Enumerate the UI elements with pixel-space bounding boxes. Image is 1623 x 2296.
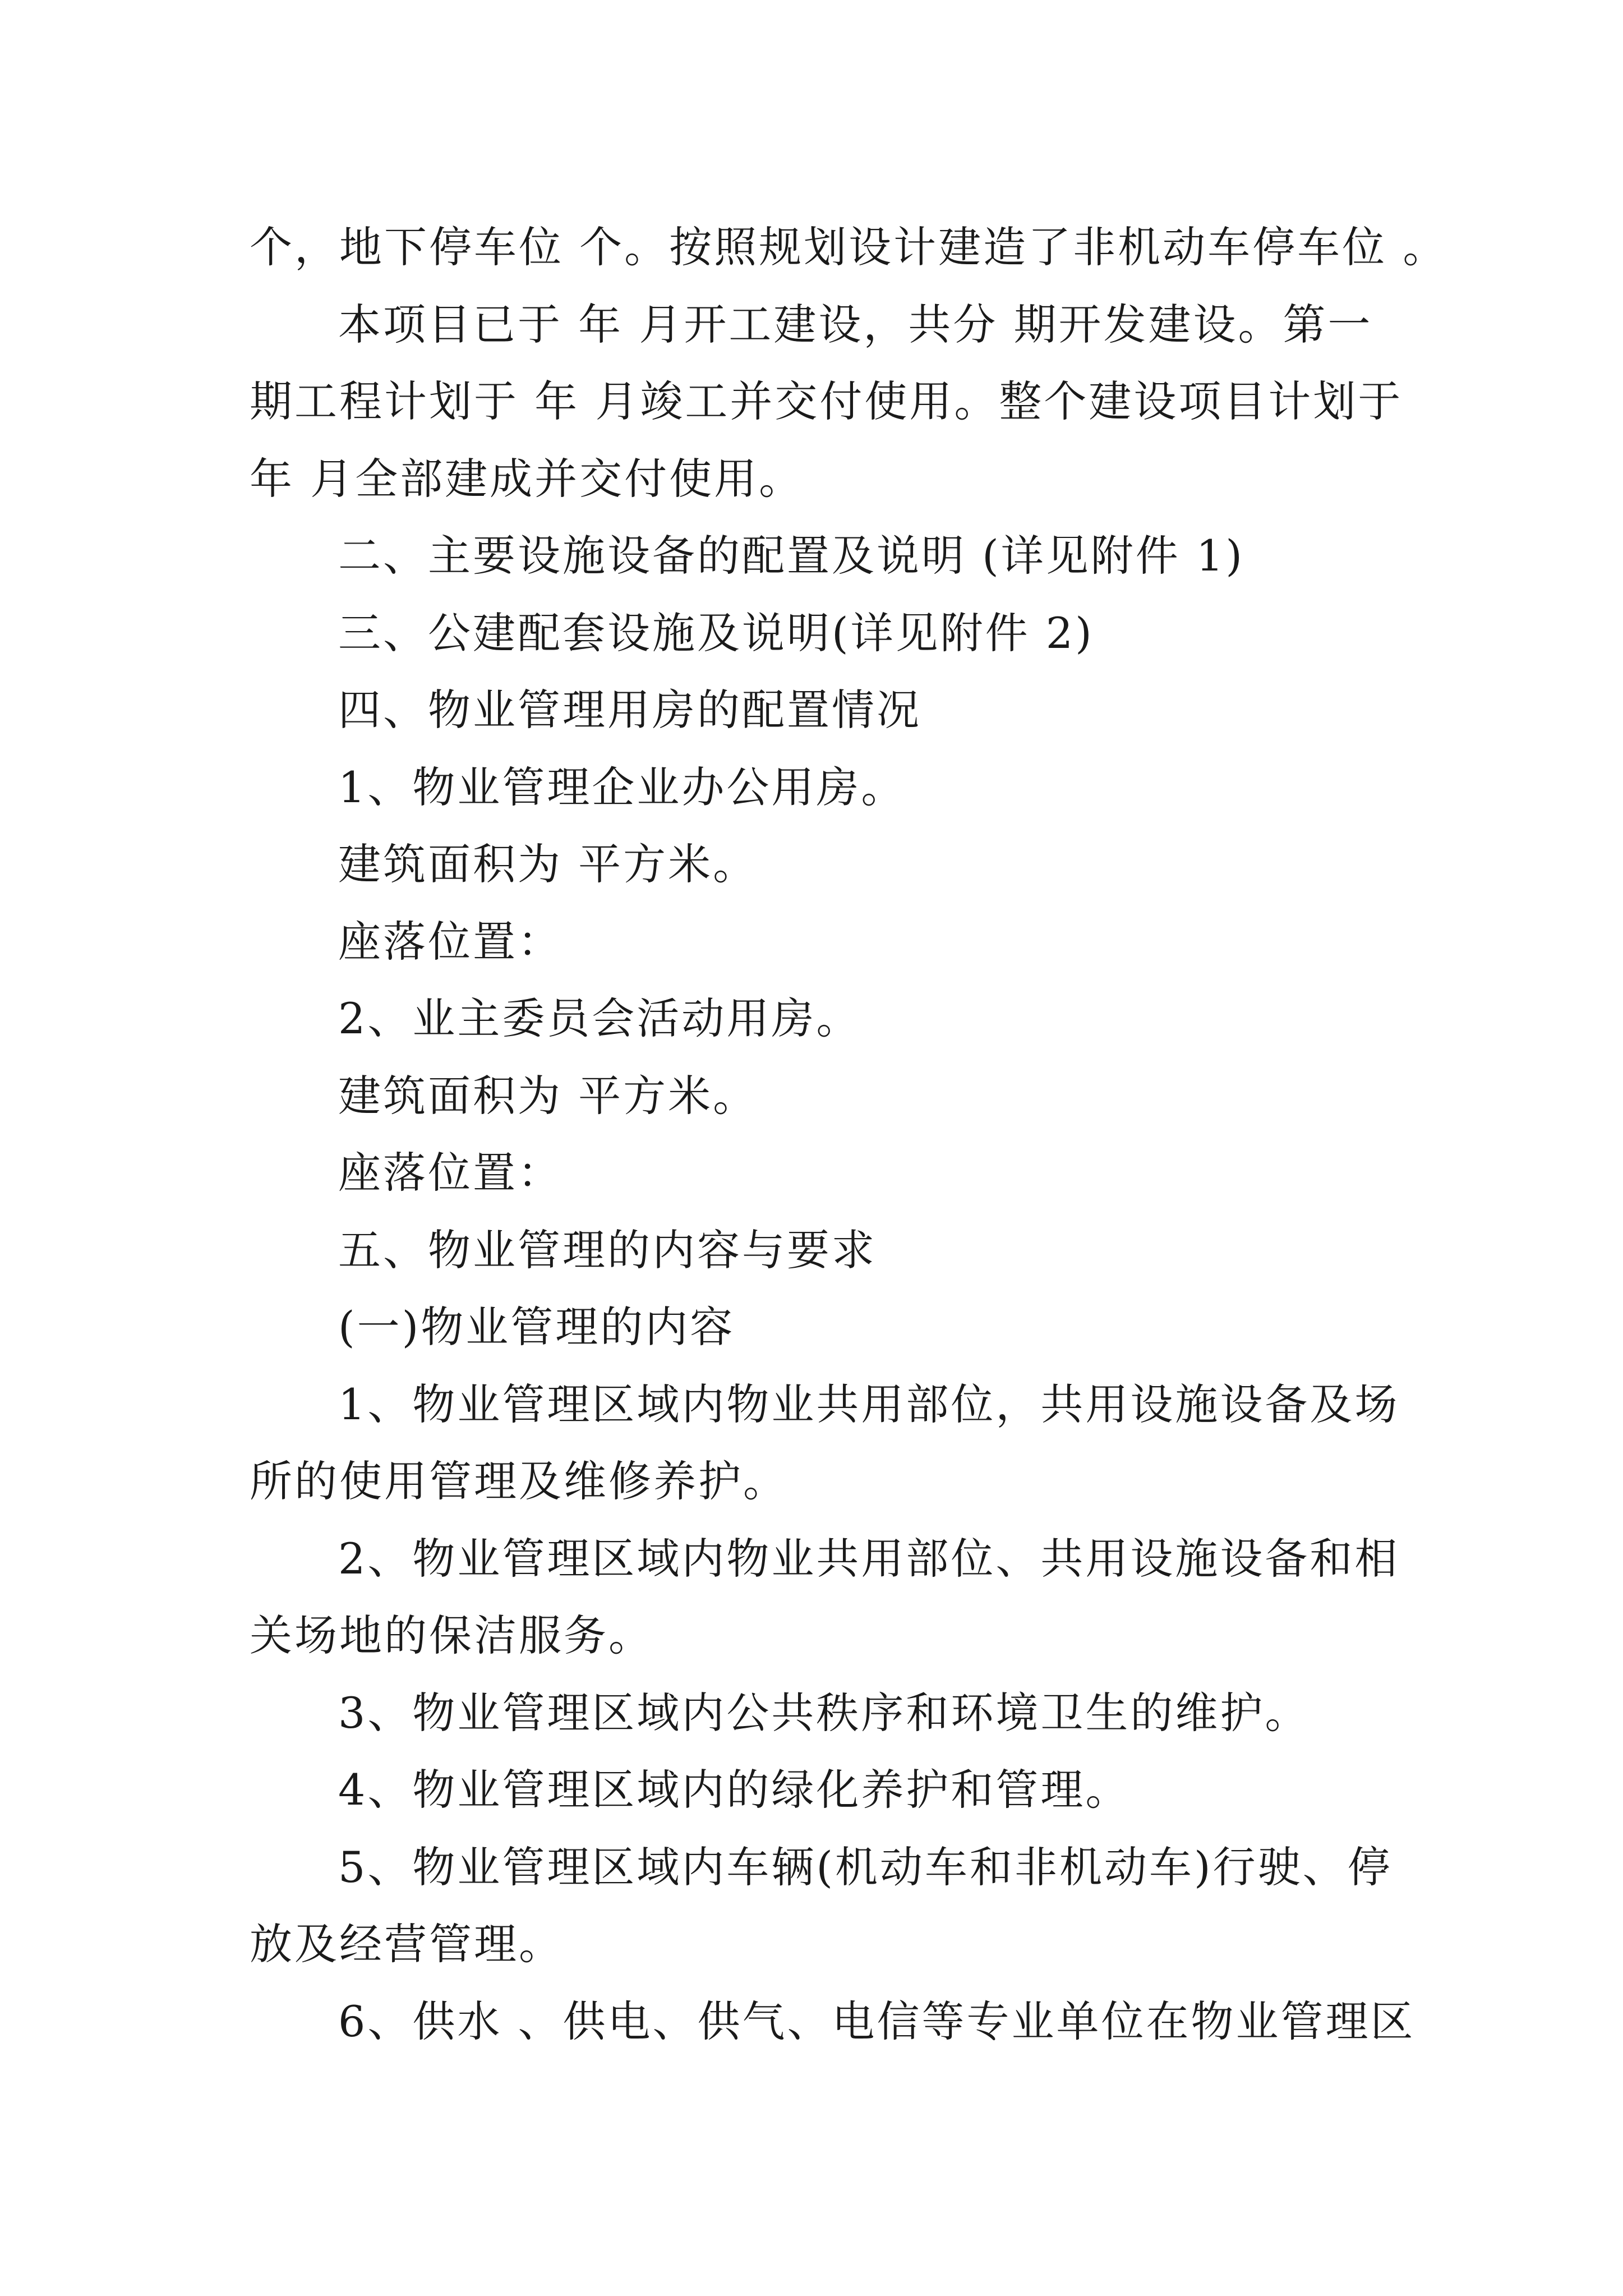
list-item: 2、业主委员会活动用房。 bbox=[338, 993, 861, 1043]
document-body bbox=[250, 209, 1448, 2060]
text-line: 关场地的保洁服务。 bbox=[250, 1611, 653, 1660]
list-item: 1、物业管理企业办公用房。 bbox=[338, 762, 906, 812]
text-line: 放及经营管理。 bbox=[250, 1919, 564, 1969]
text-line: 期工程计划于 年 月竣工并交付使用。整个建设项目计划于 bbox=[250, 376, 1403, 426]
text-line: 所的使用管理及维修养护。 bbox=[250, 1456, 788, 1506]
text-line: 个，地下停车位 个。按照规划设计建造了非机动车停车位 。 bbox=[250, 222, 1448, 272]
list-item: 4、物业管理区域内的绿化养护和管理。 bbox=[338, 1765, 1131, 1815]
subsection-heading: (一)物业管理的内容 bbox=[338, 1302, 735, 1352]
text-line: 年 月全部建成并交付使用。 bbox=[250, 453, 804, 504]
text-line: 本项目已于 年 月开工建设，共分 期开发建设。第一 bbox=[338, 299, 1373, 349]
section-heading: 四、物业管理用房的配置情况 bbox=[338, 685, 921, 735]
list-item: 3、物业管理区域内公共秩序和环境卫生的维护。 bbox=[338, 1687, 1310, 1738]
section-heading: 二、主要设施设备的配置及说明 (详见附件 1) bbox=[338, 531, 1244, 581]
text-line: 座落位置： bbox=[338, 916, 562, 967]
list-item: 1、物业管理区域内物业共用部位，共用设施设备及场 bbox=[338, 1379, 1400, 1429]
list-item: 2、物业管理区域内物业共用部位、共用设施设备和相 bbox=[338, 1533, 1400, 1584]
text-line: 座落位置： bbox=[338, 1148, 562, 1198]
section-heading: 五、物业管理的内容与要求 bbox=[338, 1225, 877, 1275]
list-item: 5、物业管理区域内车辆(机动车和非机动车)行驶、停 bbox=[338, 1842, 1393, 1892]
section-heading: 三、公建配套设施及说明(详见附件 2) bbox=[338, 608, 1094, 658]
list-item: 6、供水 、供电、供气、电信等专业单位在物业管理区 bbox=[338, 1996, 1415, 2046]
text-line: 建筑面积为 平方米。 bbox=[338, 839, 758, 889]
text-line: 建筑面积为 平方米。 bbox=[338, 1070, 758, 1121]
